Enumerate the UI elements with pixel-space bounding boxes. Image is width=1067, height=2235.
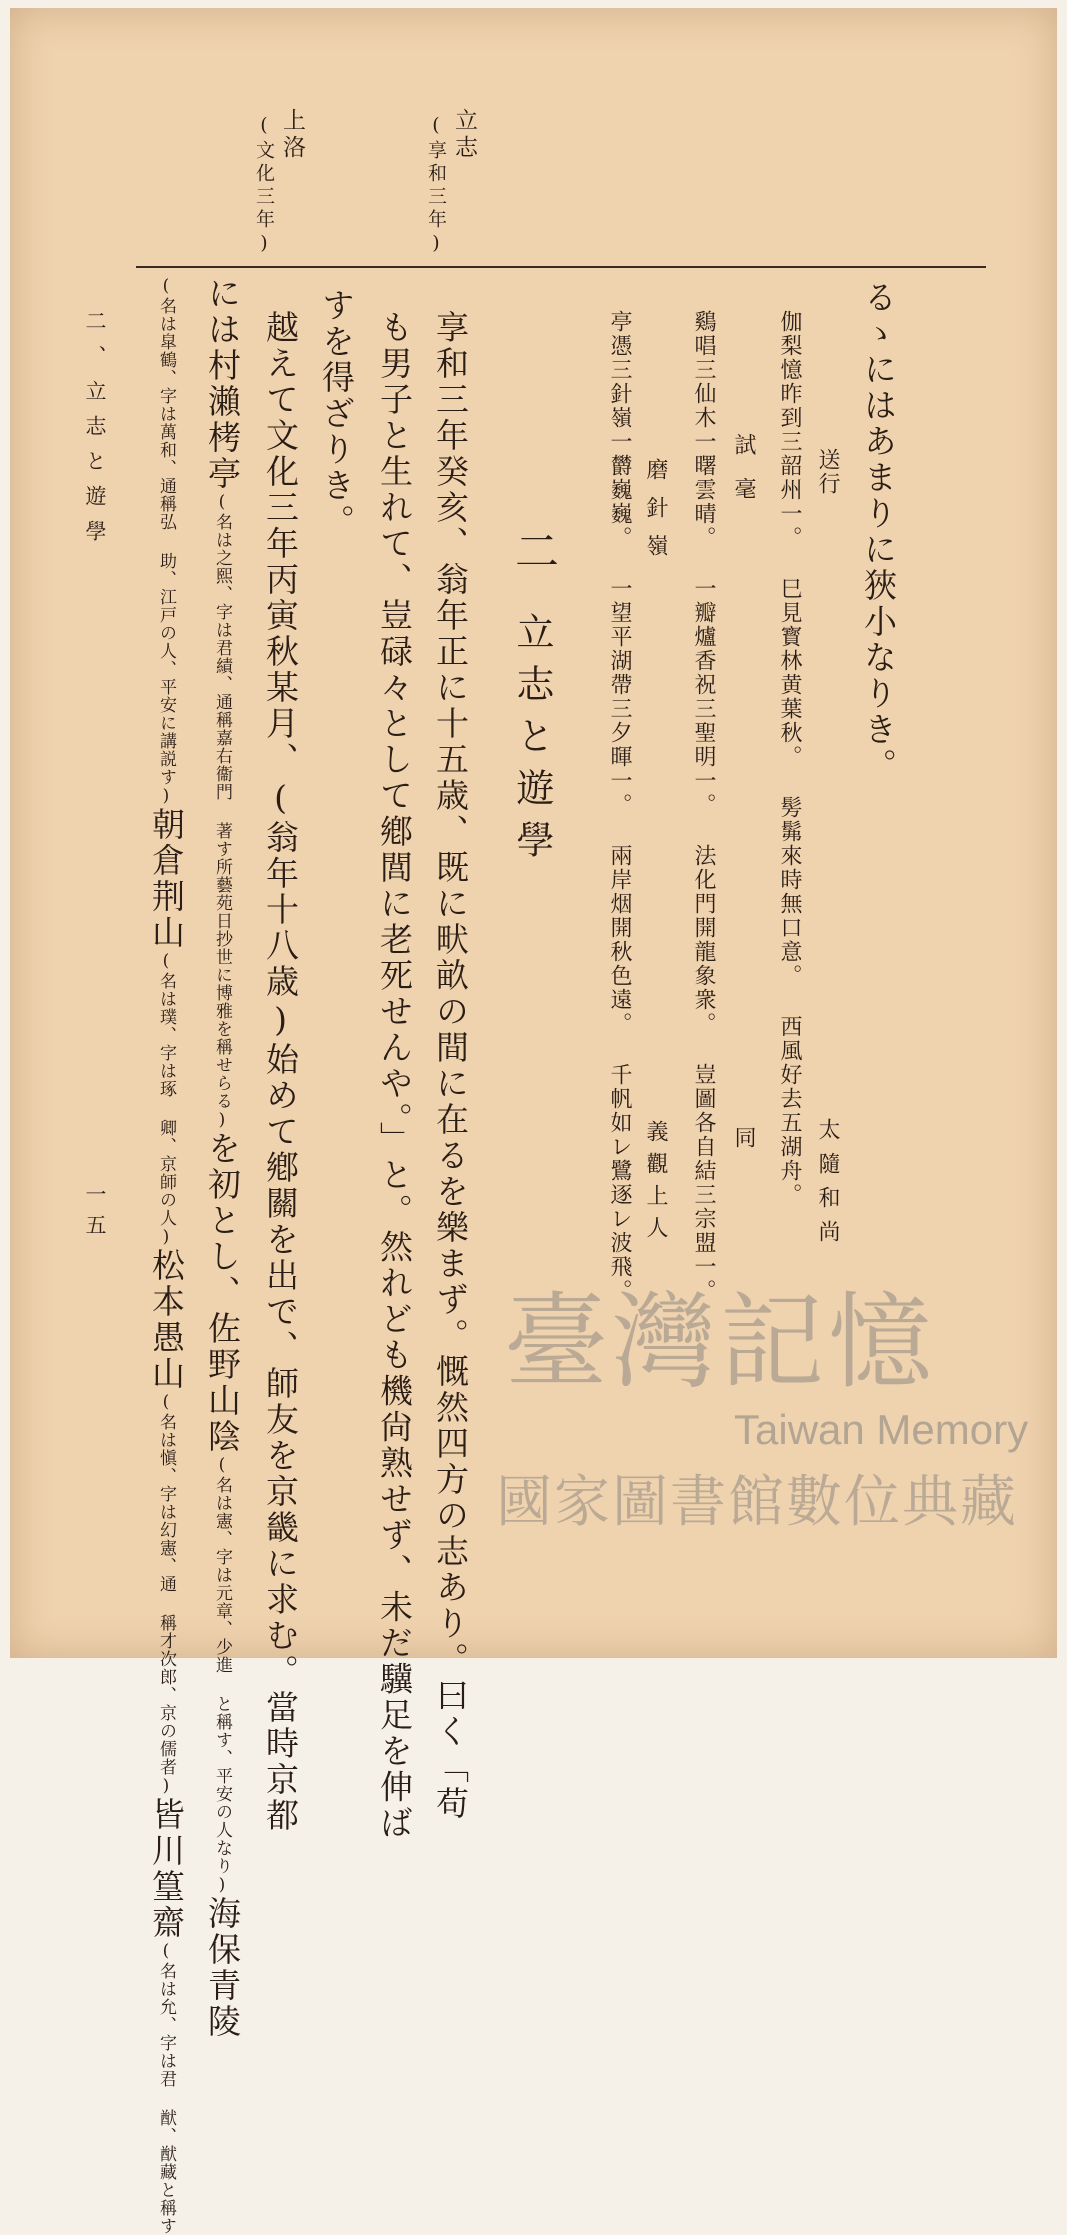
- header-chapter-b-note: (文化三年): [253, 114, 275, 258]
- watermark-english: Taiwan Memory: [734, 1406, 1029, 1453]
- body-line-4: 越えて文化三年丙寅秋某月、(翁年十八歳)始めて鄕關を出で、師友を京畿に求む。當時京都: [261, 310, 300, 1834]
- annotation-note: (名は愼、字は幻憲、通 稱才次郎、京の儒者): [156, 1392, 176, 1797]
- poem2-line: 鷄唱三仙木一曙雲晴。 一瓣爐香祝三聖明一。 法化門開龍象衆。 豈圖各自結三宗盟一。: [691, 310, 716, 1303]
- poem3-line: 亭憑三針嶺一欝巍巍。 一望平湖帶三夕暉一。 兩岸烟開秋色遠。 千帆如レ鷺逐レ波飛。: [607, 310, 632, 1303]
- header-chapter-a-note: (享和三年): [425, 114, 447, 258]
- poem1-line: 伽梨憶昨到三韶州一。 巳見寳林黄葉秋。 髣髴來時無口意。 西風好去五湖舟。: [777, 310, 802, 1207]
- body-line-3: すを得ざりき。: [317, 288, 356, 540]
- text-run: 松本愚山: [147, 1248, 186, 1392]
- text-run: 朝倉荆山: [147, 807, 186, 951]
- annotation-note: (名は允、字は君 猷、猷藏と稱す: [156, 1941, 176, 2235]
- body-line-2: も男子と生れて、豈碌々として鄕閭に老死せんや。」と。然れども機尙熟せず、未だ驥足を伸ば: [375, 310, 414, 1842]
- poem3-title: 磨針嶺: [643, 458, 668, 572]
- library-watermark: [478, 1258, 1038, 1535]
- body-line-1: 享和三年癸亥、翁年正に十五歳、既に畎畝の間に在るを樂まず。慨然四方の志あり。曰く「苟: [431, 310, 470, 1822]
- poem2-title: 試毫: [731, 433, 756, 521]
- watermark-logo: 臺灣記憶: [504, 1281, 937, 1403]
- section-number: 二: [507, 528, 558, 586]
- watermark-library: 國家圖書館數位典藏: [496, 1470, 1018, 1535]
- previous-line: るゝにはあまりに狹小なりき。: [859, 280, 898, 784]
- poem1-author: 太隨和尚: [815, 1118, 840, 1254]
- annotation-note: (名は憲、字は元章、少進 と稱す、平安の人なり): [212, 1455, 232, 1896]
- annotation-note: (名は皐鶴、字は萬和、通稱弘 助、江戸の人、平安に講説す): [156, 276, 176, 807]
- running-footer-chapter: 二、立志と遊學: [83, 310, 107, 555]
- text-run: には村瀨栲亭: [203, 276, 242, 492]
- body-line-6: [147, 276, 186, 2235]
- poem1-title: 送行: [815, 448, 840, 496]
- book-page: [10, 8, 1057, 2235]
- poem3-author: 義觀上人: [643, 1120, 668, 1248]
- page-number: 一五: [83, 1183, 107, 1245]
- body-line-5: [203, 276, 242, 2040]
- header-chapter-a-title: 立志: [451, 108, 477, 162]
- header-rule: [136, 266, 986, 268]
- section-title: 立志と遊學: [510, 612, 554, 872]
- header-chapter-b-title: 上洛: [279, 108, 305, 162]
- text-run: を初とし、佐野山陰: [203, 1131, 242, 1455]
- text-run: 皆川篁齋: [147, 1797, 186, 1941]
- section-heading: [507, 528, 558, 872]
- text-run: 海保青陵: [203, 1896, 242, 2040]
- poem2-author: 同: [731, 1126, 756, 1150]
- annotation-note: (名は璞、字は琢 卿、京師の人): [156, 951, 176, 1248]
- annotation-note: (名は之熙、字は君績、通稱嘉右衞門 著す所藝苑日抄世に博雅を稱せらる): [212, 492, 232, 1131]
